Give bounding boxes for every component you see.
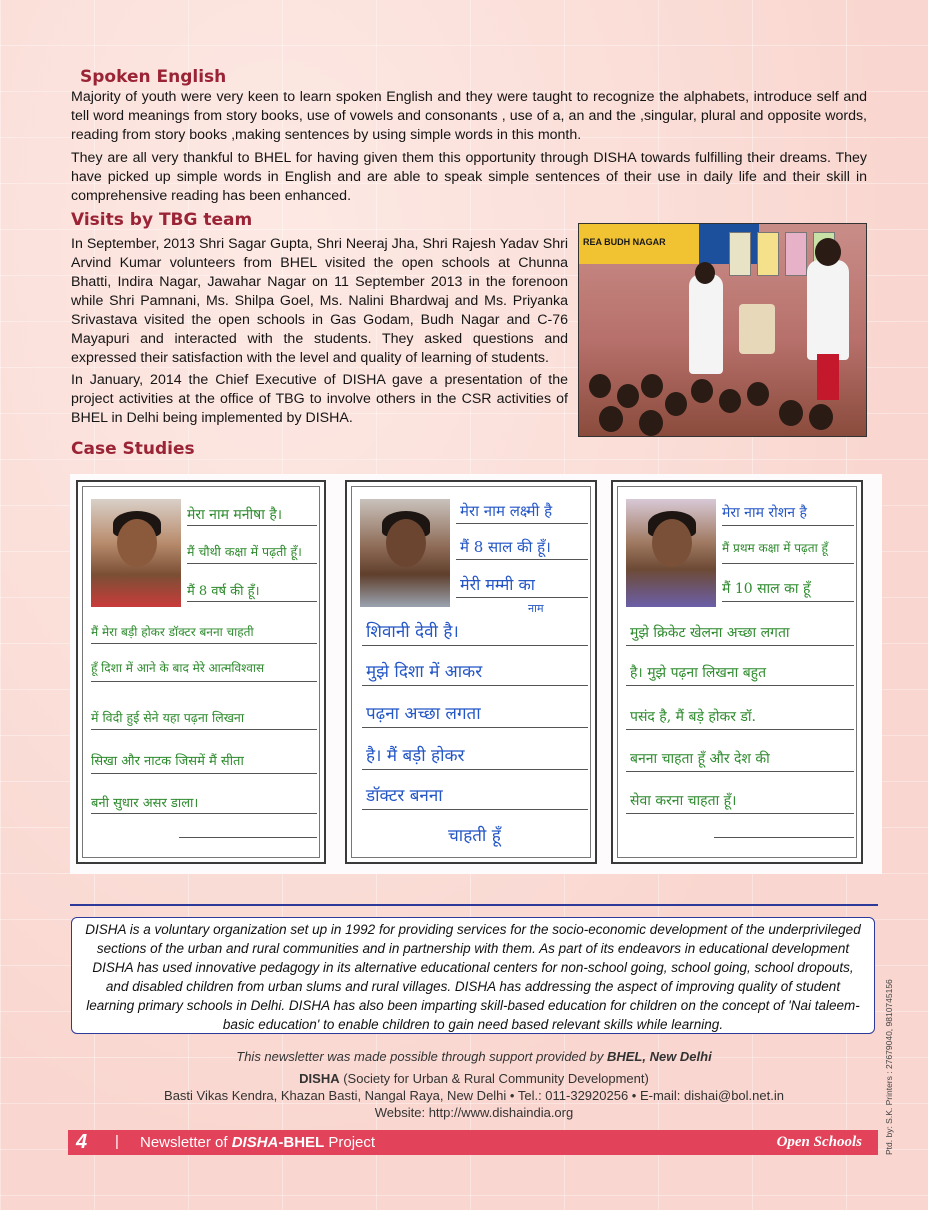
about-disha-text: DISHA is a voluntary organization set up in 1992 for providing services for the socio-economic development of the underprivileged sections of the urban and rural communities and in partnership with them. As part of its endeavors in educational development DISHA has used innovative pedagogy in its alternative educational centers for non-school going, school going, school dropouts, and disabled children from urban slums and rural villages. DISHA has addressing the aspect of improving quality of student learning primary schools in Delhi. DISHA has also been imparting skill-based education for children on the concept of 'Nai taleem-basic education' to enable children to gain need based relevant skills while learning. bbox=[85, 922, 861, 1032]
org-name: DISHA bbox=[299, 1071, 340, 1086]
ruled-line bbox=[187, 563, 317, 564]
classroom-photo bbox=[578, 223, 867, 437]
handwritten-line: है। मुझे पढ़ना लिखना बहुत bbox=[630, 665, 767, 681]
photo-student bbox=[617, 384, 639, 408]
ruled-line bbox=[626, 813, 854, 814]
paragraph-visits-2: In January, 2014 the Chief Executive of DISHA gave a presentation of the project activities at the office of TBG to involve others in the CSR activities of BHEL in Delhi being implemented by DISHA. bbox=[71, 372, 568, 426]
org-website: Website: http://www.dishaindia.org bbox=[374, 1105, 574, 1120]
handwritten-line: बनना चाहता हूँ और देश की bbox=[630, 751, 770, 767]
photo-banner-text: REA BUDH NAGAR bbox=[583, 237, 666, 247]
paragraph-spoken-english-1: Majority of youth were very keen to learn spoken English and they were taught to recognize the alphabets, introduce self and tell word meanings from story books, use of vowels and consonants , use of a, an and the ,singular, plural and opposite words, reading from story books ,making sentences by using simple words in this month. bbox=[71, 89, 867, 143]
printer-note: Ptd. by: S.K. Printers : 27679040, 9810745156 bbox=[884, 979, 894, 1155]
photo-teacher-2-head bbox=[815, 238, 841, 266]
photo-poster bbox=[757, 232, 779, 276]
photo-face bbox=[652, 519, 692, 567]
photo-banner bbox=[579, 224, 699, 264]
support-credit bbox=[70, 1049, 878, 1064]
org-full-name: (Society for Urban & Rural Community Development) bbox=[339, 1071, 649, 1086]
ruled-line bbox=[456, 523, 588, 524]
photo-student bbox=[639, 410, 663, 436]
paragraph-spoken-english-2: They are all very thankful to BHEL for having given them this opportunity through DISHA towards fulfilling their dreams. They have picked up simple words in English and are able to speak simple sentences of their use in daily life and their skill in comprehensive reading has been enhanced. bbox=[71, 150, 867, 204]
handwritten-line: बनी सुधार असर डाला। bbox=[91, 796, 199, 811]
footer-separator: | bbox=[115, 1133, 119, 1150]
photo-student bbox=[589, 374, 611, 398]
photo-student bbox=[641, 374, 663, 398]
section-divider bbox=[70, 904, 878, 906]
ruled-line bbox=[714, 837, 854, 838]
photo-poster bbox=[785, 232, 807, 276]
ruled-line bbox=[456, 559, 588, 560]
handwritten-line: मेरी मम्मी का bbox=[460, 575, 535, 594]
card-border bbox=[617, 486, 857, 858]
handwritten-line: चाहती हूँ bbox=[448, 826, 501, 846]
ruled-line bbox=[626, 645, 854, 646]
footer-newsletter-bhel: -BHEL bbox=[278, 1134, 325, 1151]
ruled-line bbox=[722, 563, 854, 564]
ruled-line bbox=[179, 837, 317, 838]
handwritten-line: नाम bbox=[528, 602, 544, 615]
handwritten-line: मेरा नाम लक्ष्मी है bbox=[460, 502, 553, 520]
photo-student bbox=[599, 406, 623, 432]
section-heading-case-studies: Case Studies bbox=[71, 439, 195, 459]
ruled-line bbox=[91, 681, 317, 682]
photo-student bbox=[809, 404, 833, 430]
case-studies-panel bbox=[70, 474, 882, 874]
handwritten-line: मैं प्रथम कक्षा में पढ़ता हूँ bbox=[722, 541, 828, 555]
handwritten-line: मुझे दिशा में आकर bbox=[366, 662, 483, 682]
support-credit-prefix: This newsletter was made possible through support provided by bbox=[236, 1049, 607, 1064]
photo-student bbox=[719, 389, 741, 413]
org-name-line bbox=[70, 1071, 878, 1086]
support-credit-org: BHEL, New Delhi bbox=[606, 1049, 712, 1064]
photo-teacher-2-trousers bbox=[817, 354, 839, 400]
card-border bbox=[82, 486, 320, 858]
handwritten-line: हूँ दिशा में आने के बाद मेरे आत्मविश्वास bbox=[91, 661, 265, 675]
footer-newsletter-suffix: Project bbox=[324, 1134, 376, 1151]
ruled-line bbox=[722, 525, 854, 526]
ruled-line bbox=[626, 685, 854, 686]
ruled-line bbox=[362, 685, 588, 686]
handwritten-line: मैं 8 वर्ष की हूँ। bbox=[187, 584, 260, 599]
footer-newsletter-disha: DISHA bbox=[231, 1134, 279, 1151]
photo-student bbox=[779, 400, 803, 426]
handwritten-line: डॉक्टर बनना bbox=[366, 786, 443, 806]
footer-newsletter-prefix: Newsletter of bbox=[140, 1134, 232, 1151]
handwritten-line: है। मैं बड़ी होकर bbox=[366, 746, 465, 766]
handwritten-line: में विदी हुई सेने यहा पढ़ना लिखना bbox=[91, 710, 245, 725]
student-photo-3 bbox=[626, 499, 716, 607]
handwritten-line: पढ़ना अच्छा लगता bbox=[366, 704, 481, 724]
ruled-line bbox=[722, 601, 854, 602]
page-number: 4 bbox=[76, 1131, 88, 1153]
case-study-card-2 bbox=[345, 480, 597, 864]
ruled-line bbox=[91, 813, 317, 814]
handwritten-line: मुझे क्रिकेट खेलना अच्छा लगता bbox=[630, 625, 790, 641]
ruled-line bbox=[362, 727, 588, 728]
card-border bbox=[351, 486, 591, 858]
section-heading-spoken-english: Spoken English bbox=[80, 67, 227, 87]
ruled-line bbox=[362, 769, 588, 770]
ruled-line bbox=[362, 809, 588, 810]
handwritten-line: मैं 8 साल की हूँ। bbox=[460, 538, 551, 556]
photo-student bbox=[747, 382, 769, 406]
student-photo-1 bbox=[91, 499, 181, 607]
photo-face bbox=[117, 519, 157, 567]
footer-bar bbox=[68, 1130, 878, 1155]
ruled-line bbox=[91, 643, 317, 644]
handwritten-line: मेरा नाम रोशन है bbox=[722, 505, 807, 521]
photo-teacher-1-head bbox=[695, 262, 715, 284]
ruled-line bbox=[626, 771, 854, 772]
handwritten-line: सेवा करना चाहता हूँ। bbox=[630, 793, 737, 809]
handwritten-line: मैं 10 साल का हूँ bbox=[722, 581, 811, 597]
case-study-card-3 bbox=[611, 480, 863, 864]
handwritten-line: मैं मेरा बड़ी होकर डॉक्टर बनना चाहती bbox=[91, 625, 254, 639]
student-photo-2 bbox=[360, 499, 450, 607]
photo-face bbox=[386, 519, 426, 567]
ruled-line bbox=[91, 773, 317, 774]
ruled-line bbox=[626, 729, 854, 730]
handwritten-line: मेरा नाम मनीषा है। bbox=[187, 507, 283, 523]
ruled-line bbox=[91, 729, 317, 730]
photo-teacher-1 bbox=[689, 274, 723, 374]
photo-poster bbox=[729, 232, 751, 276]
ruled-line bbox=[456, 597, 588, 598]
about-disha-box bbox=[71, 917, 875, 1034]
handwritten-line: शिवानी देवी है। bbox=[366, 622, 459, 642]
footer-section-name: Open Schools bbox=[776, 1134, 862, 1150]
paragraph-visits-1: In September, 2013 Shri Sagar Gupta, Shri Neeraj Jha, Shri Rajesh Yadav Shri Arvind Kumar volunteers from BHEL visited the open schools at Chunna Bhatti, Indira Nagar, Jawahar Nagar on 11 September 2013 in the forenoon while Shri Pamnani, Ms. Shilpa Goel, Ms. Nalini Bhardwaj and Ms. Priyanka Srivastava visited the open schools in Gas Godam, Budh Nagar and C-76 Mayapuri and interacted with the students. They asked questions and expressed their satisfaction with the level and quality of learning of students. bbox=[71, 236, 568, 366]
handwritten-line: सिखा और नाटक जिसमें मैं सीता bbox=[91, 754, 244, 769]
footer-newsletter-title bbox=[140, 1134, 375, 1151]
photo-chair bbox=[739, 304, 775, 354]
ruled-line bbox=[187, 525, 317, 526]
photo-teacher-2 bbox=[807, 260, 849, 360]
handwritten-line: मैं चौथी कक्षा में पढ़ती हूँ। bbox=[187, 544, 302, 559]
org-address: Basti Vikas Kendra, Khazan Basti, Nangal Raya, New Delhi • Tel.: 011-32920256 • E-mail: dishai@bol.net.in bbox=[164, 1088, 784, 1103]
photo-student bbox=[665, 392, 687, 416]
handwritten-line: पसंद है, मैं बड़े होकर डॉ. bbox=[630, 709, 756, 725]
case-study-card-1 bbox=[76, 480, 326, 864]
photo-student bbox=[691, 379, 713, 403]
ruled-line bbox=[187, 601, 317, 602]
section-heading-visits: Visits by TBG team bbox=[71, 210, 253, 230]
ruled-line bbox=[362, 645, 588, 646]
